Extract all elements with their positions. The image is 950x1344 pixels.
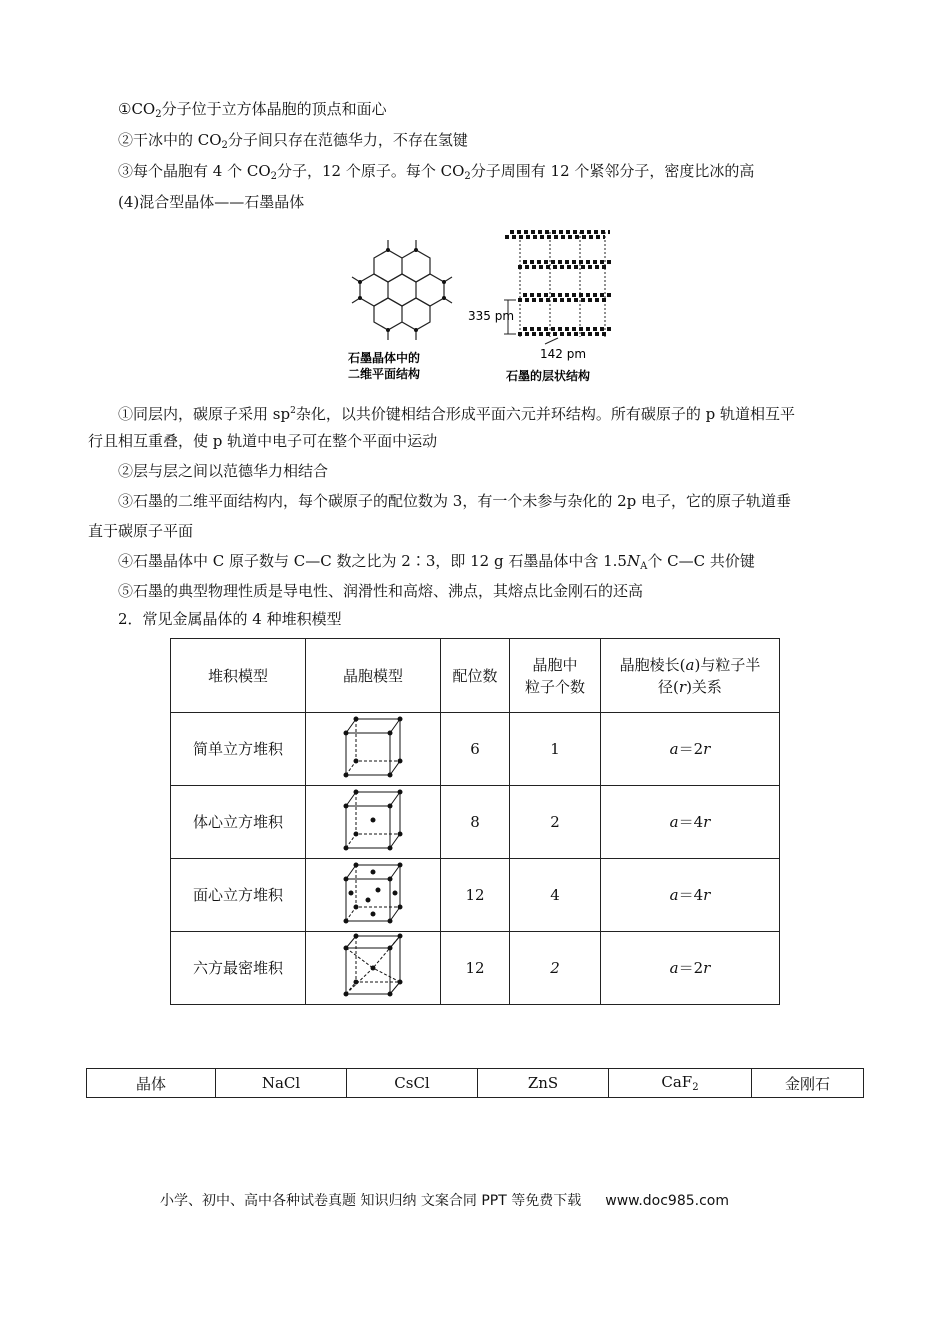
cell: ZnS <box>478 1069 609 1098</box>
text: CaF <box>661 1073 693 1091</box>
header-cell <box>601 639 780 713</box>
text: 分子间只存在范德华力，不存在氢键 <box>227 131 468 149</box>
cell: 金刚石 <box>752 1069 864 1098</box>
italic-r: r <box>703 886 711 904</box>
italic-r: r <box>678 677 687 696</box>
italic-a: a <box>685 655 695 674</box>
italic-a: a <box>669 740 679 758</box>
co2-line-1 <box>118 98 387 126</box>
model-name: 六方最密堆积 <box>171 932 306 1005</box>
footer-url[interactable]: www.doc985.com <box>605 1193 729 1209</box>
text: ④石墨晶体中 C 原子数与 C—C 数之比为 2∶3，即 12 g 石墨晶体中含 1.5 <box>118 552 627 570</box>
left-caption-1: 石墨晶体中的 <box>348 351 421 365</box>
cell-model <box>306 786 441 859</box>
italic-a: a <box>669 813 679 831</box>
crystal-table <box>86 1068 864 1098</box>
text: 分子周围有 12 个紧邻分子，密度比冰的高 <box>470 162 755 180</box>
cell-model <box>306 932 441 1005</box>
co2-line-2 <box>118 129 468 157</box>
italic-a: a <box>669 959 679 977</box>
text: 粒子个数 <box>524 677 585 696</box>
italic-r: r <box>703 959 711 977</box>
header-cell: 晶胞模型 <box>306 639 441 713</box>
subscript: 2 <box>221 140 228 151</box>
text: )关系 <box>686 677 722 696</box>
text: ①CO <box>118 100 156 118</box>
table-row <box>171 786 780 859</box>
relation <box>601 786 780 859</box>
subscript: 2 <box>270 171 277 182</box>
coordination-number: 12 <box>441 932 510 1005</box>
header-cell <box>510 639 601 713</box>
text: ＝2 <box>678 959 704 977</box>
relation <box>601 713 780 786</box>
particle-count: 4 <box>510 859 601 932</box>
graphite-p4 <box>118 550 755 578</box>
graphite-p2: ②层与层之间以范德华力相结合 <box>118 462 329 480</box>
co2-line-3 <box>118 160 754 188</box>
table-row <box>87 1069 864 1098</box>
footer-text: 小学、初中、高中各种试卷真题 知识归纳 文案合同 PPT 等免费下载 <box>160 1193 582 1209</box>
particle-count: 1 <box>510 713 601 786</box>
cell: 晶体 <box>87 1069 216 1098</box>
subscript: 2 <box>155 109 162 120</box>
model-name: 简单立方堆积 <box>171 713 306 786</box>
label-335: 335 pm <box>468 309 515 323</box>
text: 晶胞中 <box>532 655 578 674</box>
coordination-number: 8 <box>441 786 510 859</box>
cell-model <box>306 713 441 786</box>
coordination-number: 6 <box>441 713 510 786</box>
graphite-p1-cont: 行且相互重叠，使 p 轨道中电子可在整个平面中运动 <box>88 432 438 450</box>
particle-count: 2 <box>510 932 601 1005</box>
superscript: 2 <box>290 406 296 416</box>
italic-a: a <box>669 886 679 904</box>
cell: CsCl <box>347 1069 478 1098</box>
fcc-cell-image <box>338 859 408 925</box>
particle-count: 2 <box>510 786 601 859</box>
text: 杂化，以共价键相结合形成平面六元并环结构。所有碳原子的 p 轨道相互平 <box>295 405 795 423</box>
text: 分子位于立方体晶胞的顶点和面心 <box>161 100 387 118</box>
table-header-row <box>171 639 780 713</box>
left-caption-2: 二维平面结构 <box>348 367 421 381</box>
graphite-p5: ⑤石墨的典型物理性质是导电性、润滑性和高熔、沸点，其熔点比金刚石的还高 <box>118 582 644 600</box>
text: ③每个晶胞有 4 个 CO <box>118 162 271 180</box>
header-cell: 堆积模型 <box>171 639 306 713</box>
italic-r: r <box>703 740 711 758</box>
label-142: 142 pm <box>540 347 587 361</box>
subscript: A <box>640 561 648 572</box>
text: 径( <box>658 677 679 696</box>
model-name: 面心立方堆积 <box>171 859 306 932</box>
text: ＝4 <box>678 886 704 904</box>
graphite-diagram <box>340 222 630 392</box>
hcp-cell-image <box>338 932 408 998</box>
hexagonal-layer-diagram <box>352 240 452 340</box>
cell-model <box>306 859 441 932</box>
model-name: 体心立方堆积 <box>171 786 306 859</box>
graphite-p3-cont: 直于碳原子平面 <box>88 522 194 540</box>
table-row <box>171 932 780 1005</box>
graphite-figure <box>340 222 630 392</box>
section-4-title: (4)混合型晶体——石墨晶体 <box>118 193 305 211</box>
italic-n: N <box>626 552 641 570</box>
table-row <box>171 859 780 932</box>
table-row <box>171 713 780 786</box>
bcc-cell-image <box>338 786 408 852</box>
simple-cubic-cell-image <box>338 713 408 779</box>
text: ＝4 <box>678 813 704 831</box>
text: ＝2 <box>678 740 704 758</box>
cell: NaCl <box>216 1069 347 1098</box>
subscript: 2 <box>464 171 471 182</box>
text: 分子，12 个原子。每个 CO <box>277 162 465 180</box>
subscript: 2 <box>692 1082 699 1093</box>
layered-structure-diagram <box>504 232 613 344</box>
relation <box>601 932 780 1005</box>
right-caption: 石墨的层状结构 <box>506 369 591 383</box>
graphite-p1 <box>118 400 795 425</box>
text: 个 C—C 共价键 <box>647 552 755 570</box>
text: ②干冰中的 CO <box>118 131 222 149</box>
section-2-title: 2．常见金属晶体的 4 种堆积模型 <box>118 610 342 628</box>
packing-table <box>170 638 780 1005</box>
coordination-number: 12 <box>441 859 510 932</box>
text: )与粒子半 <box>694 655 761 674</box>
footer <box>160 1190 729 1210</box>
relation <box>601 859 780 932</box>
graphite-p3: ③石墨的二维平面结构内，每个碳原子的配位数为 3，有一个未参与杂化的 2p 电子，它的原子轨道垂 <box>118 492 791 510</box>
header-cell: 配位数 <box>441 639 510 713</box>
cell <box>609 1069 752 1098</box>
text: ①同层内，碳原子采用 sp <box>118 405 291 423</box>
text: 晶胞棱长( <box>619 655 686 674</box>
italic-r: r <box>703 813 711 831</box>
